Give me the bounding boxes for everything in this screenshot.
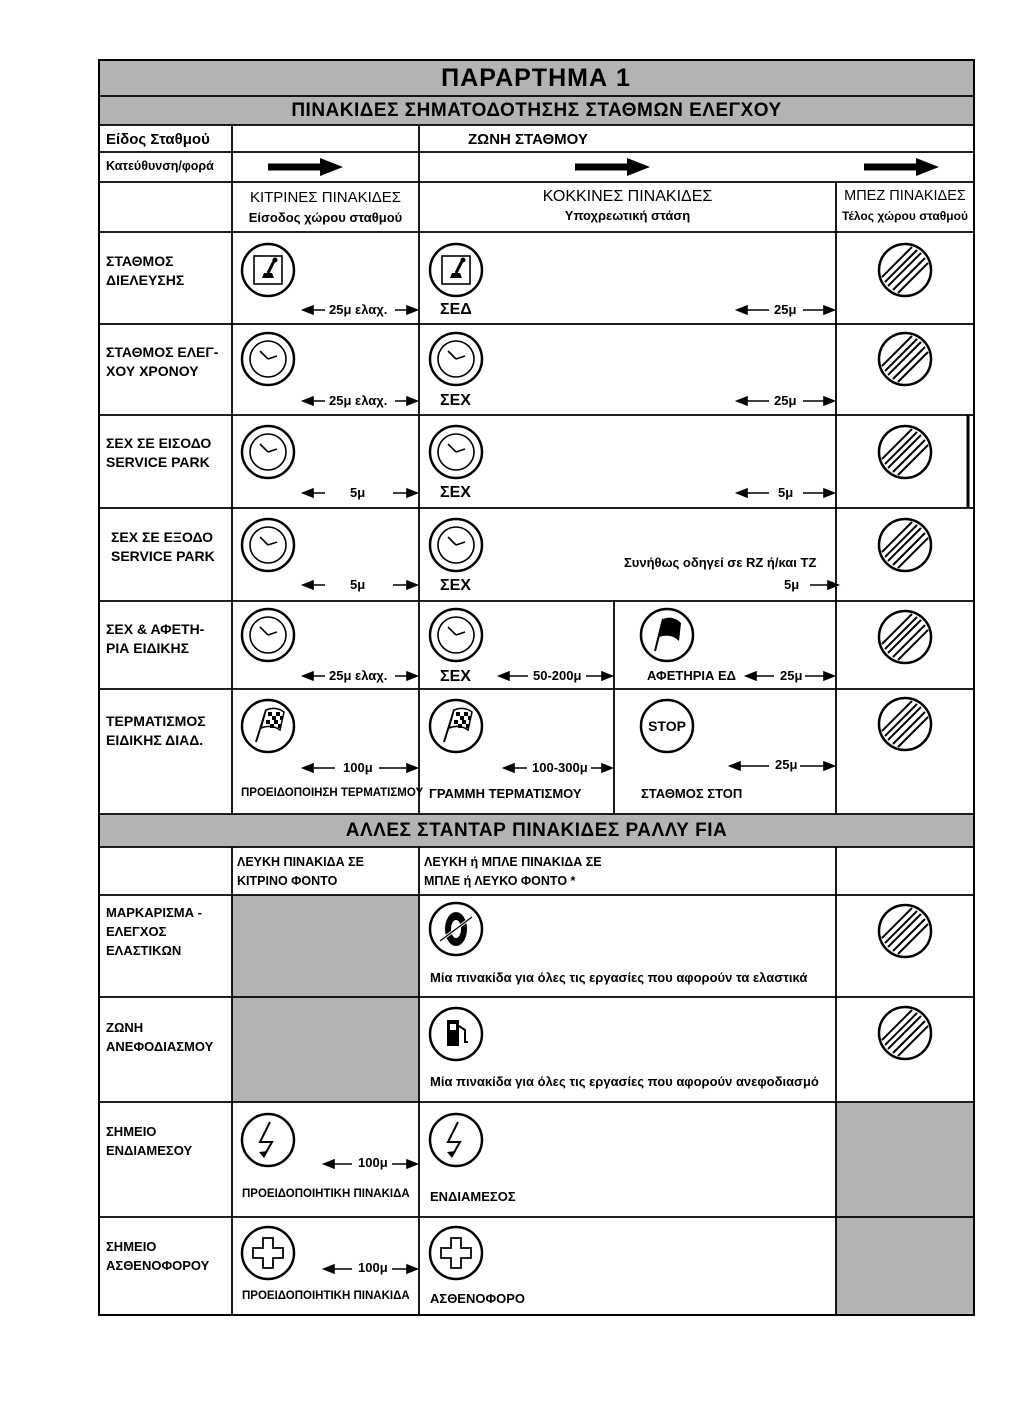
stop-control-caption: ΣΤΑΘΜΟΣ ΣΤΟΠ <box>641 786 743 801</box>
beige-signs-title: ΜΠΕΖ ΠΙΝΑΚΙΔΕΣ <box>844 188 966 204</box>
distance-label: 25μ <box>780 668 803 683</box>
distance-label: 100μ <box>358 1260 388 1275</box>
stop-sign-text: STOP <box>648 718 686 734</box>
lightning-arrow-icon <box>430 1114 482 1166</box>
distance-label: 25μ ελαχ. <box>329 302 388 317</box>
clock-icon <box>430 609 482 661</box>
station-zone-header: ΖΩΝΗ ΣΤΑΘΜΟΥ <box>468 131 588 148</box>
clock-icon <box>242 333 294 385</box>
warning-sign-caption: ΠΡΟΕΙΔΟΠΟΙΗΤΙΚΗ ΠΙΝΑΚΙΔΑ <box>242 1188 410 1200</box>
distance-label: 50-200μ <box>533 668 582 683</box>
row-label: ΣΕΧ ΣΕ ΕΙΣΟΔΟ SERVICE PARK <box>106 435 212 470</box>
station-code: ΣΕΧ <box>440 392 471 409</box>
distance-label: 5μ <box>350 485 366 500</box>
chequered-flag-icon <box>242 700 294 752</box>
warning-sign-caption: ΠΡΟΕΙΔΟΠΟΙΗΤΙΚΗ ΠΙΝΑΚΙΔΑ <box>242 1290 410 1302</box>
row-label: ΣΕΧ & ΑΦΕΤΗ- ΡΙΑ ΕΙΔΙΚΗΣ <box>106 621 205 656</box>
row-label: ΖΩΝΗ ΑΝΕΦΟΔΙΑΣΜΟΥ <box>106 1020 214 1054</box>
distance-label: 100μ <box>358 1155 388 1170</box>
white-or-blue-header: ΛΕΥΚΗ ή ΜΠΛΕ ΠΙΝΑΚΙΔΑ ΣΕ ΜΠΛΕ ή ΛΕΥΚΟ ΦΟΝΤΟ * <box>424 855 602 888</box>
clock-icon <box>430 519 482 571</box>
tyre-icon <box>430 903 482 955</box>
tyre-note: Μία πινακίδα για όλες τις εργασίες που αφορούν τα ελαστικά <box>430 970 808 985</box>
station-code: ΣΕΧ <box>440 668 471 685</box>
flag-icon <box>641 609 693 661</box>
distance-label: 25μ ελαχ. <box>329 668 388 683</box>
row-label: ΣΗΜΕΙΟ ΑΣΘΕΝΟΦΟΡΟΥ <box>106 1239 210 1273</box>
end-zone-icon <box>879 905 931 957</box>
finish-warning-caption: ΠΡΟΕΙΔΟΠΟΙΗΣΗ ΤΕΡΜΑΤΙΣΜΟΥ <box>241 787 424 799</box>
distance-label: 100-300μ <box>532 760 588 775</box>
row-label: ΣΤΑΘΜΟΣ ΔΙΕΛΕΥΣΗΣ <box>106 253 185 288</box>
stamp-icon <box>242 244 294 296</box>
lightning-arrow-icon <box>242 1114 294 1166</box>
clock-icon <box>430 426 482 478</box>
end-zone-icon <box>879 1007 931 1059</box>
row-label: ΣΤΑΘΜΟΣ ΕΛΕΓ- ΧΟΥ ΧΡΟΝΟΥ <box>106 344 219 379</box>
white-on-yellow-header: ΛΕΥΚΗ ΠΙΝΑΚΙΔΑ ΣΕ ΚΙΤΡΙΝΟ ΦΟΝΤΟ <box>237 855 364 888</box>
stamp-icon <box>430 244 482 296</box>
distance-label: 5μ <box>350 577 366 592</box>
red-signs-sub: Υποχρεωτική στάση <box>564 208 691 223</box>
station-code: ΣΕΧ <box>440 484 471 501</box>
clock-icon <box>430 333 482 385</box>
finish-line-caption: ΓΡΑΜΜΗ ΤΕΡΜΑΤΙΣΜΟΥ <box>429 786 582 801</box>
distance-label: 25μ ελαχ. <box>329 393 388 408</box>
yellow-signs-title: ΚΙΤΡΙΝΕΣ ΠΙΝΑΚΙΔΕΣ <box>249 189 402 206</box>
row-label: ΣΗΜΕΙΟ ΕΝΔΙΑΜΕΣΟΥ <box>106 1124 193 1158</box>
cross-icon <box>430 1227 482 1279</box>
end-zone-icon <box>879 333 931 385</box>
yellow-signs-sub: Είσοδος χώρου σταθμού <box>248 210 403 225</box>
section2-title: ΑΛΛΕΣ ΣΤΑΝΤΑΡ ΠΙΝΑΚΙΔΕΣ ΡΑΛΛΥ FIA <box>345 820 728 841</box>
clock-icon <box>242 426 294 478</box>
station-type-header: Είδος Σταθμού <box>106 131 210 148</box>
station-code: ΣΕΔ <box>440 301 472 318</box>
section1-title: ΠΙΝΑΚΙΔΕΣ ΣΗΜΑΤΟΔΟΤΗΣΗΣ ΣΤΑΘΜΩΝ ΕΛΕΓΧΟΥ <box>291 100 782 121</box>
distance-label: 5μ <box>784 577 800 592</box>
row-label: ΤΕΡΜΑΤΙΣΜΟΣ ΕΙΔΙΚΗΣ ΔΙΑΔ. <box>106 713 206 748</box>
station-code: ΣΕΧ <box>440 577 471 594</box>
end-zone-icon <box>879 611 931 663</box>
refuel-note: Μία πινακίδα για όλες τις εργασίες που αφορούν ανεφοδιασμό <box>430 1074 819 1089</box>
clock-icon <box>242 609 294 661</box>
direction-header: Κατεύθυνση/φορά <box>106 159 214 173</box>
distance-label: 25μ <box>775 757 798 772</box>
stage-start-label: ΑΦΕΤΗΡΙΑ ΕΔ <box>647 668 737 683</box>
end-zone-icon <box>879 244 931 296</box>
clock-icon <box>242 519 294 571</box>
row-label: ΣΕΧ ΣΕ ΕΞΟΔΟ SERVICE PARK <box>111 529 215 564</box>
intermediate-caption: ΕΝΔΙΑΜΕΣΟΣ <box>430 1189 516 1204</box>
distance-label: 25μ <box>774 393 797 408</box>
ambulance-caption: ΑΣΘΕΝΟΦΟΡΟ <box>430 1291 526 1306</box>
beige-signs-sub: Τέλος χώρου σταθμού <box>842 209 968 223</box>
distance-label: 25μ <box>774 302 797 317</box>
end-zone-icon <box>879 519 931 571</box>
red-signs-title: ΚΟΚΚΙΝΕΣ ΠΙΝΑΚΙΔΕΣ <box>542 188 713 205</box>
end-zone-icon <box>879 698 931 750</box>
row-label: ΜΑΡΚΑΡΙΣΜΑ - ΕΛΕΓΧΟΣ ΕΛΑΣΤΙΚΩΝ <box>106 905 202 958</box>
service-park-note: Συνήθως οδηγεί σε RZ ή/και TZ <box>624 555 817 570</box>
chequered-flag-icon <box>430 700 482 752</box>
distance-label: 100μ <box>343 760 373 775</box>
end-zone-icon <box>879 426 931 478</box>
distance-label: 5μ <box>778 485 794 500</box>
page-title: ΠΑΡΑΡΤΗΜΑ 1 <box>441 64 631 92</box>
fuel-pump-icon <box>430 1008 482 1060</box>
cross-icon <box>242 1227 294 1279</box>
